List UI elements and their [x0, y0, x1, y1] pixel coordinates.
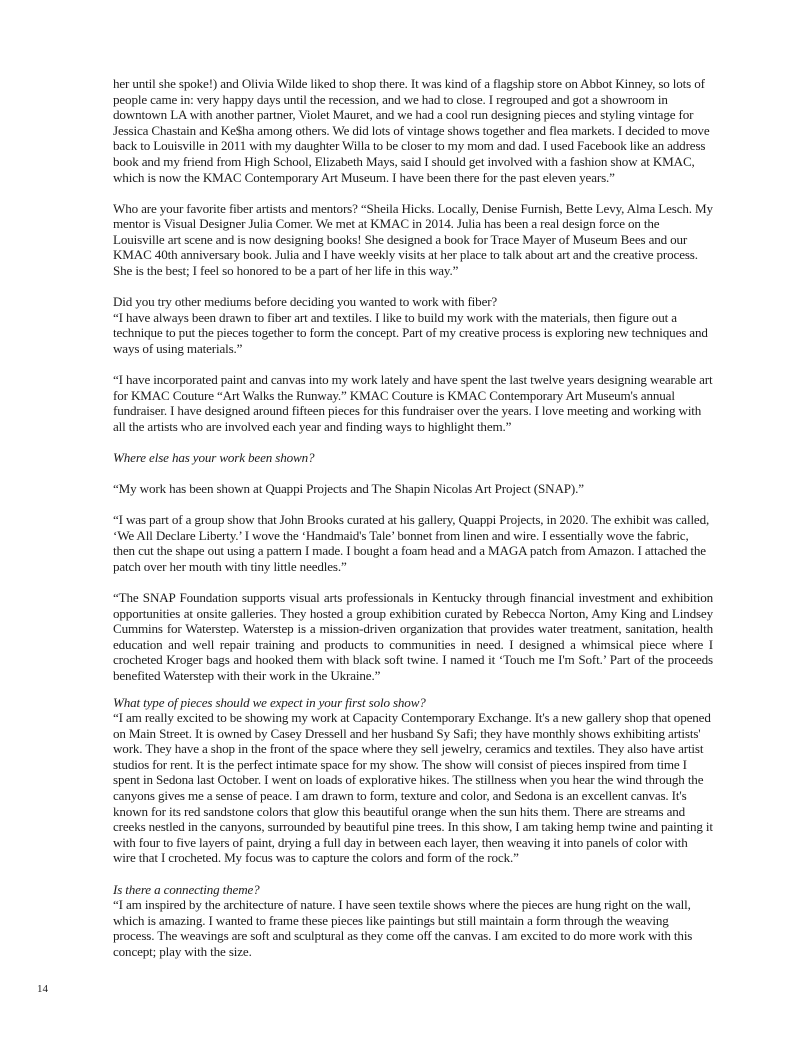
question-where-shown: Where else has your work been shown?: [113, 449, 315, 465]
paragraph-snap-foundation: “The SNAP Foundation supports visual arts professionals in Kentucky through financial investment and exhibition opportunities at onsite galleries. They hosted a group exhibition curated by Rebecca Norton, Amy King and Lindsey Cummins for Waterstep. Waterstep is a mission-driven organization that provides water treatment, sanitation, health education and well repair training and products to communities in need. I designed a whimsical piece where I crocheted Kroger bags and hooked them with black soft twine. I named it ‘Touch me I'm Soft.’ Part of the proceeds benefited Waterstep with their work in the Ukraine.”: [113, 589, 713, 683]
paragraph-shown-at: “My work has been shown at Quappi Projects and The Shapin Nicolas Art Project (SNAP).”: [113, 480, 584, 496]
paragraph-connecting-theme: “I am inspired by the architecture of nature. I have seen textile shows where the pieces are hung right on the wall, which is amazing. I wanted to frame these pieces like paintings but still maintain a form through the weaving process. The weavings are soft and sculptural as they come off the canvas. I am excited to do more work with this concept; play with the size.: [113, 897, 693, 959]
page-number: 14: [37, 983, 48, 995]
paragraph-kmac-couture: “I have incorporated paint and canvas into my work lately and have spent the last twelve years designing wearable art for KMAC Couture “Art Walks the Runway.” KMAC Couture is KMAC Contemporary Art Museum's annual fundraiser. I have designed around fifteen pieces for this fundraiser over the years. I love meeting and working with all the artists who are involved each year and finding ways to highlight them.”: [113, 372, 713, 434]
paragraph-background: her until she spoke!) and Olivia Wilde liked to shop there. It was kind of a flagship store on Abbot Kinney, so lots of people came in: very happy days until the recession, and we had to close. I regrouped and got a showroom in downtown LA with another partner, Violet Mauret, and we had a cool run designing pieces and styling vintage for Jessica Chastain and Ke$ha among others. We did lots of vintage shows together and flea markets. I decided to move back to Louisville in 2011 with my daughter Willa to be closer to my mom and dad. I used Facebook like an address book and my friend from High School, Elizabeth Mays, said I should get involved with a fashion show at KMAC, which is now the KMAC Contemporary Art Museum. I have been there for the past eleven years.”: [113, 76, 710, 185]
paragraph-fiber-art: “I have always been drawn to fiber art and textiles. I like to build my work with the materials, then figure out a technique to put the pieces together to form the concept. Part of my creative process is exploring new techniques and ways of using materials.”: [113, 309, 708, 356]
paragraph-quappi-show: “I was part of a group show that John Brooks curated at his gallery, Quappi Projects, in 2020. The exhibit was called, ‘We All Declare Liberty.’ I wove the ‘Handmaid's Tale’ bonnet from linen and wire. I essentially wove the fabric, then cut the shape out using a pattern I made. I bought a foam head and a MAGA patch from Amazon. I attached the patch over her mouth with tiny little needles.”: [113, 512, 710, 574]
question-other-mediums: Did you try other mediums before deciding you wanted to work with fiber?: [113, 294, 498, 310]
article-body: [113, 76, 713, 960]
paragraph-mentors: Who are your favorite fiber artists and mentors? “Sheila Hicks. Locally, Denise Furnish, Bette Levy, Alma Lesch. My mentor is Visual Designer Julia Comer. We met at KMAC in 2014. Julia has been a real design force on the Louisville art scene and is now designing books! She designed a book for Trace Mayer of Museum Bees and our KMAC 40th anniversary book. Julia and I have weekly visits at her place to talk about art and the creative process. She is the best; I feel so honored to be a part of her life in this way.”: [113, 200, 713, 279]
question-solo-show: What type of pieces should we expect in your first solo show?: [113, 694, 426, 710]
question-connecting-theme: Is there a connecting theme?: [113, 881, 260, 897]
paragraph-solo-show: “I am really excited to be showing my work at Capacity Contemporary Exchange. It's a new gallery shop that opened on Main Street. It is owned by Casey Dressell and her husband Sy Safi; they have monthly shows exhibiting artists' work. They have a shop in the front of the space where they sell jewelry, ceramics and textiles. They also have artist studios for rent. It is the perfect intimate space for my show. The show will consist of pieces inspired from time I spent in Sedona last October. I went on loads of explorative hikes. The stillness when you hear the wind through the canyons gives me a sense of peace. I am drawn to form, texture and color, and Sedona is an excellent canvas. It's known for its red sandstone colors that glow this beautiful orange when the sun hits them. There are streams and creeks nestled in the canyons, surrounded by beautiful pine trees. In this show, I am taking hemp twine and painting it with four to five layers of paint, drying a full day in between each layer, then weaving it into panels of color with wire that I crocheted. My focus was to capture the colors and form of the rock.”: [113, 710, 713, 866]
